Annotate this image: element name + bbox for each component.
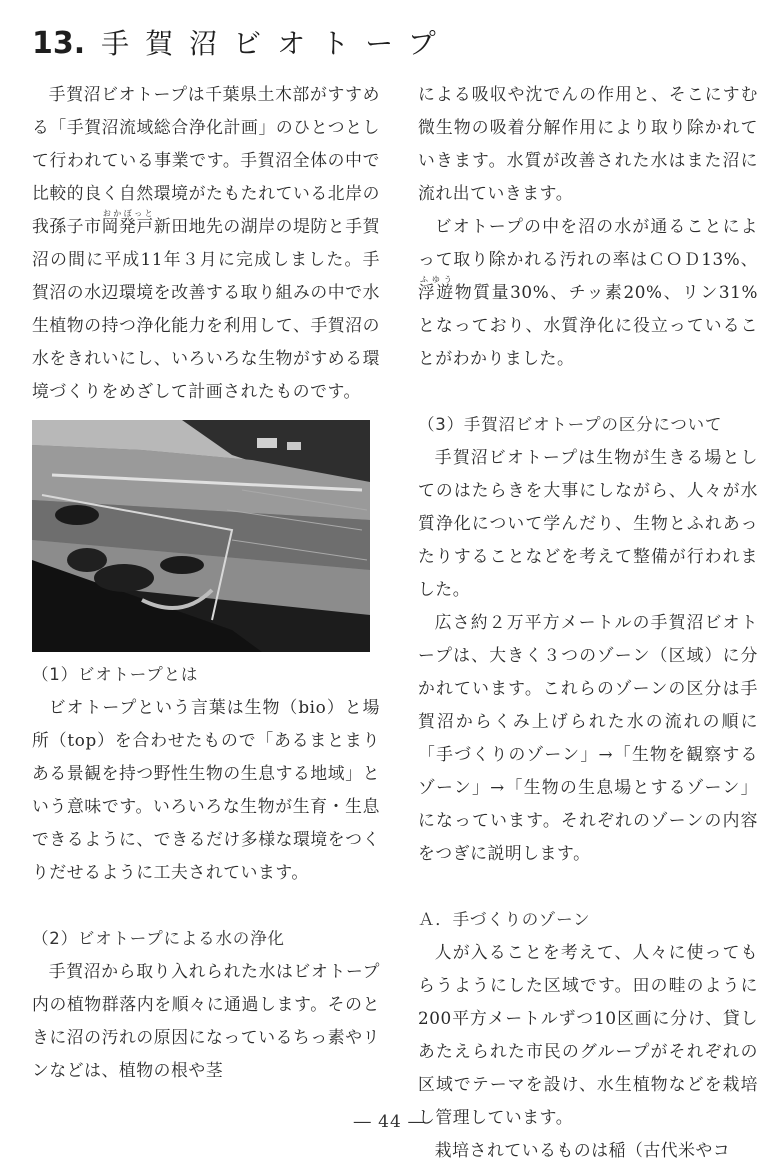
furigana-okabotto: 岡発戸おかぼっと	[101, 209, 154, 236]
section3-body2: 広さ約２万平方メートルの手賀沼ビオトープは、大きく３つのゾーン（区域）に分かれています。これらのゾーンの区分は手賀沼からくみ上げられた水の流れの順に「手づくりのゾーン」→「生物を観察するゾーン」→「生物の生息場とするゾーン」になっています。それぞれのゾーンの内容をつぎに説明します。	[418, 612, 758, 863]
right-column	[418, 78, 758, 1167]
section1-heading: （1）ビオトープとは	[32, 665, 199, 684]
section1-body: ビオトープという言葉は生物（bio）と場所（top）を合わせたもので「あるまとまりある景観を持つ野性生物の生息する地域」という意味です。いろいろな生物が生育・生息できるように、できるだけ多様な環境をつくりだせるように工夫されています。	[32, 697, 380, 882]
section2-body-continued: による吸収や沈でんの作用と、そこにすむ微生物の吸着分解作用により取り除かれていきます。水質が改善された水はまた沼に流れ出ていきます。	[418, 84, 758, 203]
section2-body: 手賀沼から取り入れられた水はビオトープ内の植物群落内を順々に通過します。そのときに沼の汚れの原因になっているちっ素やリンなどは、植物の根や茎	[32, 961, 380, 1080]
page-title	[32, 22, 452, 66]
zone-a-heading: Ａ．手づくりのゾーン	[418, 910, 591, 929]
section2-heading: （2）ビオトープによる水の浄化	[32, 929, 285, 948]
page-number: ― 44 ―	[353, 1112, 427, 1132]
section3-body1: 手賀沼ビオトープは生物が生きる場としてのはたらきを大事にしながら、人々が水質浄化について学んだり、生物とふれあったりすることなどを考えて整備が行われました。	[418, 447, 758, 599]
zone-a-body1: 人が入ることを考えて、人々に使ってもらうようにした区域です。田の畦のように200平方メートルずつ10区画に分け、貸しあたえられた市民のグループがそれぞれの区域でテーマを設け、水生植物などを栽培し管理しています。	[418, 942, 758, 1127]
furigana-fuyu: 浮遊ふゆう	[418, 275, 455, 302]
section-number: 13.	[32, 26, 86, 61]
section2-body-rates: ビオトープの中を沼の水が通ることによって取り除かれる汚れの率はＣＯＤ13%、浮遊ふゆう物質量30%、チッ素20%、リン31%となっており、水質浄化に役立っていることがわかりました。	[418, 216, 759, 368]
section-title: 手賀沼ビオトープ	[101, 27, 452, 60]
left-column	[32, 78, 380, 1087]
section3-heading: （3）手賀沼ビオトープの区分について	[418, 415, 723, 434]
intro-paragraph: 手賀沼ビオトープは千葉県土木部がすすめる「手賀沼流域総合浄化計画」のひとつとして行われている事業です。手賀沼全体の中で比較的良く自然環境がたもたれている北岸の我孫子市岡発戸おかぼっと新田地先の湖岸の堤防と手賀沼の間に平成11年３月に完成しました。手賀沼の水辺環境を改善する取り組みの中で水生植物の持つ浄化能力を利用して、手賀沼の水をきれいにし、いろいろな生物がすめる環境づくりをめざして計画されたものです。	[32, 84, 380, 401]
aerial-photo	[32, 420, 370, 652]
zone-a-body2: 栽培されているものは稲（古代米やコ	[434, 1140, 731, 1160]
